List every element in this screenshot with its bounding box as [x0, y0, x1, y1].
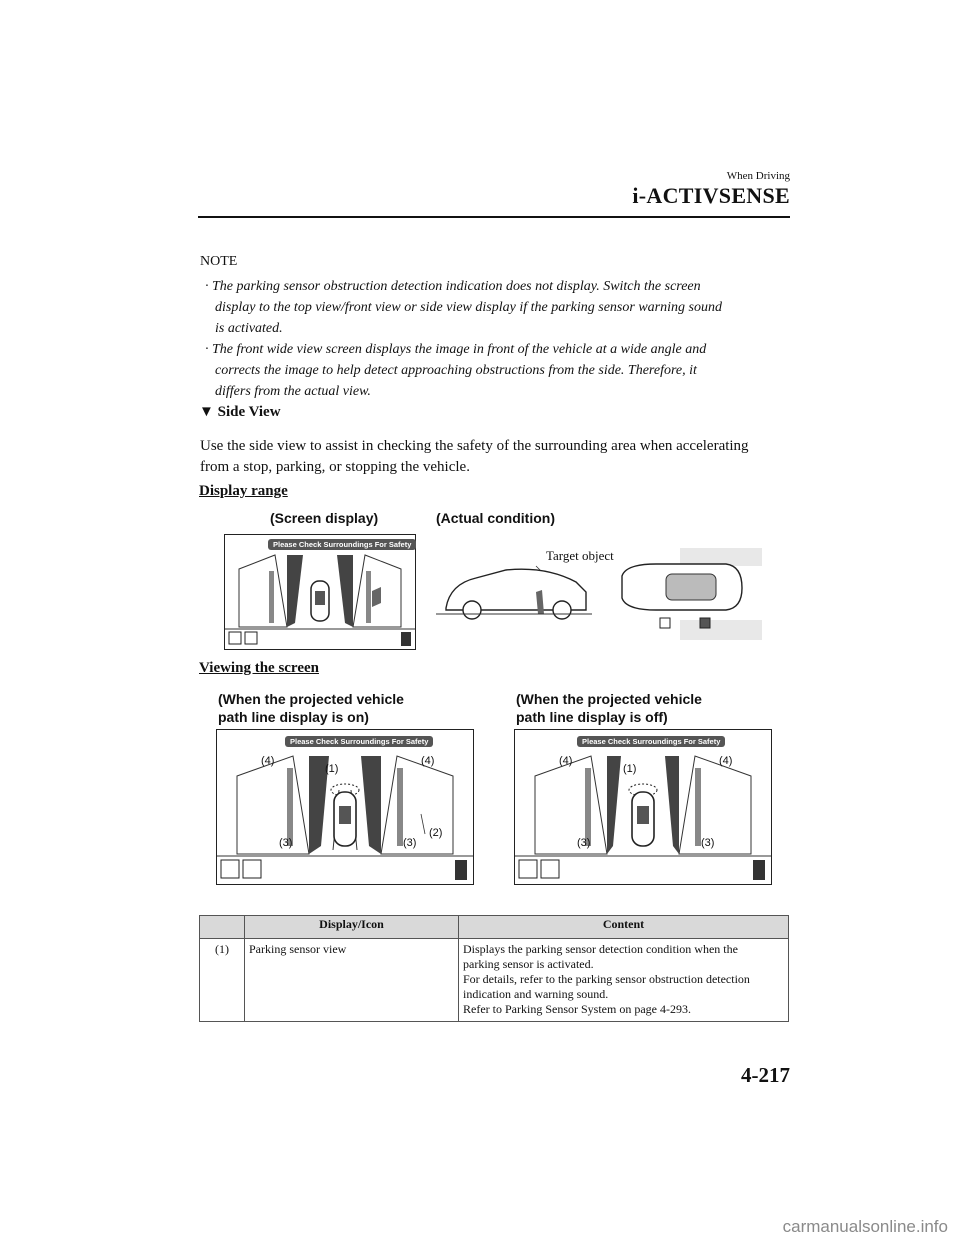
side-view-heading-text: Side View: [217, 404, 281, 420]
note-bullet-1: [205, 276, 795, 339]
caption-path-off-line-1: (When the projected vehicle: [516, 691, 702, 707]
note-title: NOTE: [200, 254, 238, 269]
note-bullet-2-line-3: differs from the actual view.: [215, 384, 371, 399]
callout-3-right: (3): [701, 837, 715, 849]
caption-path-off-line-2: path line display is off): [516, 709, 668, 725]
screen-path-on-illustration: [217, 730, 473, 884]
display-icon-table: [199, 915, 789, 1022]
screen-path-off-illustration: [515, 730, 771, 884]
callout-4-right: (4): [421, 755, 435, 767]
note-bullet-1-line-3: is activated.: [215, 321, 283, 336]
table-cell-content: [459, 939, 789, 1022]
content-line-3: For details, refer to the parking sensor obstruction detection: [463, 972, 750, 986]
table-cell-display: Parking sensor view: [245, 939, 459, 1022]
caption-path-on-line-1: (When the projected vehicle: [218, 691, 404, 707]
table-row: [200, 939, 789, 1022]
actual-condition-illustration: [436, 548, 792, 644]
table-header-callout: [200, 916, 245, 939]
table-header-display: Display/Icon: [245, 916, 459, 939]
header-rule: [198, 216, 790, 218]
content-line-4: indication and warning sound.: [463, 987, 609, 1001]
note-bullet-2-line-2: corrects the image to help detect approaching obstructions from the side. Therefore, it: [215, 363, 697, 378]
triangle-marker-icon: ▼: [199, 404, 214, 420]
side-view-heading: [199, 404, 281, 421]
side-view-paragraph: [200, 436, 800, 478]
actual-condition-caption: (Actual condition): [436, 510, 555, 526]
screen-path-on-banner: Please Check Surroundings For Safety: [285, 736, 433, 747]
table-header-content: Content: [459, 916, 789, 939]
callout-1: (1): [623, 763, 637, 775]
caption-path-on-line-2: path line display is on): [218, 709, 369, 725]
note-bullet-2: [205, 339, 795, 402]
content-line-1: Displays the parking sensor detection condition when the: [463, 942, 738, 956]
target-object-label: Target object: [546, 548, 614, 563]
content-line-2: parking sensor is activated.: [463, 957, 594, 971]
screen-display-figure: [224, 534, 416, 650]
callout-1: (1): [325, 763, 339, 775]
callout-3-right: (3): [403, 837, 417, 849]
screen-path-on-figure: [216, 729, 474, 885]
callout-4-right: (4): [719, 755, 733, 767]
callout-4-left: (4): [559, 755, 573, 767]
callout-3-left: (3): [577, 837, 591, 849]
chapter-title: i-ACTIVSENSE: [632, 183, 790, 208]
screen-display-caption: (Screen display): [270, 510, 379, 526]
note-bullet-1-line-1: · The parking sensor obstruction detection indication does not display. Switch the screen: [205, 279, 701, 294]
side-view-paragraph-line-1: Use the side view to assist in checking the safety of the surrounding area when accelerating: [200, 438, 749, 454]
callout-3-left: (3): [279, 837, 293, 849]
screen-banner: Please Check Surroundings For Safety: [268, 539, 416, 550]
watermark: carmanualsonline.info: [782, 1217, 948, 1236]
display-range-title: Display range: [199, 483, 288, 499]
caption-path-off: [516, 690, 702, 726]
side-view-screen-illustration: [225, 535, 415, 649]
table-header-row: [200, 916, 789, 939]
side-view-paragraph-line-2: from a stop, parking, or stopping the vehicle.: [200, 459, 470, 475]
note-bullet-1-line-2: display to the top view/front view or side view display if the parking sensor warning sound: [215, 300, 722, 315]
page-number: 4-217: [741, 1063, 790, 1087]
caption-path-on: [218, 690, 404, 726]
callout-4-left: (4): [261, 755, 275, 767]
screen-path-off-figure: [514, 729, 772, 885]
viewing-title: Viewing the screen: [199, 660, 319, 676]
section-title: When Driving: [726, 170, 790, 182]
callout-2: (2): [429, 827, 443, 839]
screen-path-off-banner: Please Check Surroundings For Safety: [577, 736, 725, 747]
note-bullet-2-line-1: · The front wide view screen displays the image in front of the vehicle at a wide angle and: [205, 342, 707, 357]
table-cell-callout: (1): [200, 939, 245, 1022]
content-line-5: Refer to Parking Sensor System on page 4-293.: [463, 1002, 691, 1016]
